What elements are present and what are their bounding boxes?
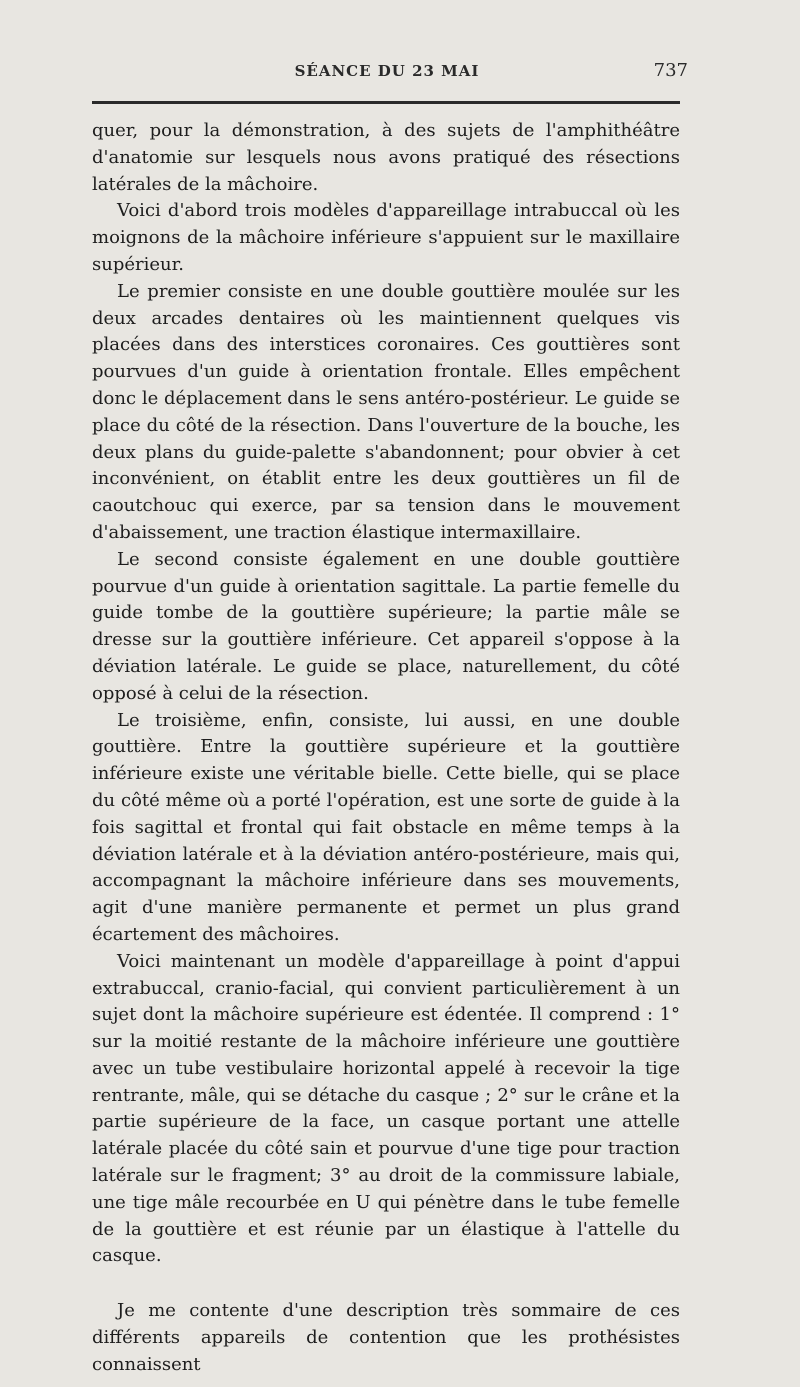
running-title: SÉANCE DU 23 MAI [294, 62, 480, 80]
paragraph-first-appliance: Le premier consiste en une double gouttière moulée sur les deux arcades dentaires où les maintiennent quelques vis placées dans des interstices coronaires. Ces gouttières sont pourvues d'un guide à orientation frontale. Elles empêchent donc le déplacement dans le sens antéro-postérieur. Le guide se place du côté de la résection. Dans l'ouverture de la bouche, les deux plans du guide-palette s'abandonnent; pour obvier à cet inconvénient, on établit entre les deux gouttières un fil de caoutchouc qui exerce, par sa tension dans le mouvement d'abaissement, une traction élastique intermaxillaire. [92, 280, 680, 543]
paragraph-continuation: quer, pour la démonstration, à des sujets de l'amphithéâtre d'anatomie sur lesquels nous avons pratiqué des résections latérales de la mâchoire. [92, 120, 680, 195]
paragraph-third-appliance: Le troisième, enfin, consiste, lui aussi, en une double gouttière. Entre la gouttière supérieure et la gouttière inférieure existe une véritable bielle. Cette bielle, qui se place du côté même où a porté l'opération, est une sorte de guide à la fois sagittal et frontal qui fait obstacle en même temps à la déviation latérale et à la déviation antéro-postérieure, mais qui, accompagnant la mâchoire inférieure dans ses mouvements, agit d'une manière permanente et permet un plus grand écartement des mâchoires. [92, 709, 680, 945]
header-rule [92, 101, 680, 104]
paragraph-extrabuccal-appliance: Voici maintenant un modèle d'appareillage à point d'appui extrabuccal, cranio-facial, qui convient particulièrement à un sujet dont la mâchoire supérieure est édentée. Il comprend : 1° sur la moitié restante de la mâchoire inférieure une gouttière avec un tube vestibulaire horizontal appelé à recevoir la tige rentrante, mâle, qui se détache du casque ; 2° sur le crâne et la partie supérieure de la face, un casque portant une attelle latérale placée du côté sain et pourvue d'une tige pour traction latérale sur le fragment; 3° au droit de la commissure labiale, une tige mâle recourbée en U qui pénètre dans le tube femelle de la gouttière et est réunie par un élastique à l'attelle du casque. [92, 950, 680, 1267]
body-text [92, 118, 680, 1379]
page-number: 737 [653, 60, 688, 81]
paragraph-closing: Je me contente d'une description très sommaire de ces différents appareils de contention que les prothésistes connaissent [92, 1300, 680, 1375]
paragraph-second-appliance: Le second consiste également en une double gouttière pourvue d'un guide à orientation sagittale. La partie femelle du guide tombe de la gouttière supérieure; la partie mâle se dresse sur la gouttière inférieure. Cet appareil s'oppose à la déviation latérale. Le guide se place, naturellement, du côté opposé à celui de la résection. [92, 548, 680, 704]
running-header [92, 58, 688, 88]
paragraph-intrabuccal-intro: Voici d'abord trois modèles d'appareillage intrabuccal où les moignons de la mâchoire inférieure s'appuient sur le maxillaire supérieur. [92, 200, 680, 275]
